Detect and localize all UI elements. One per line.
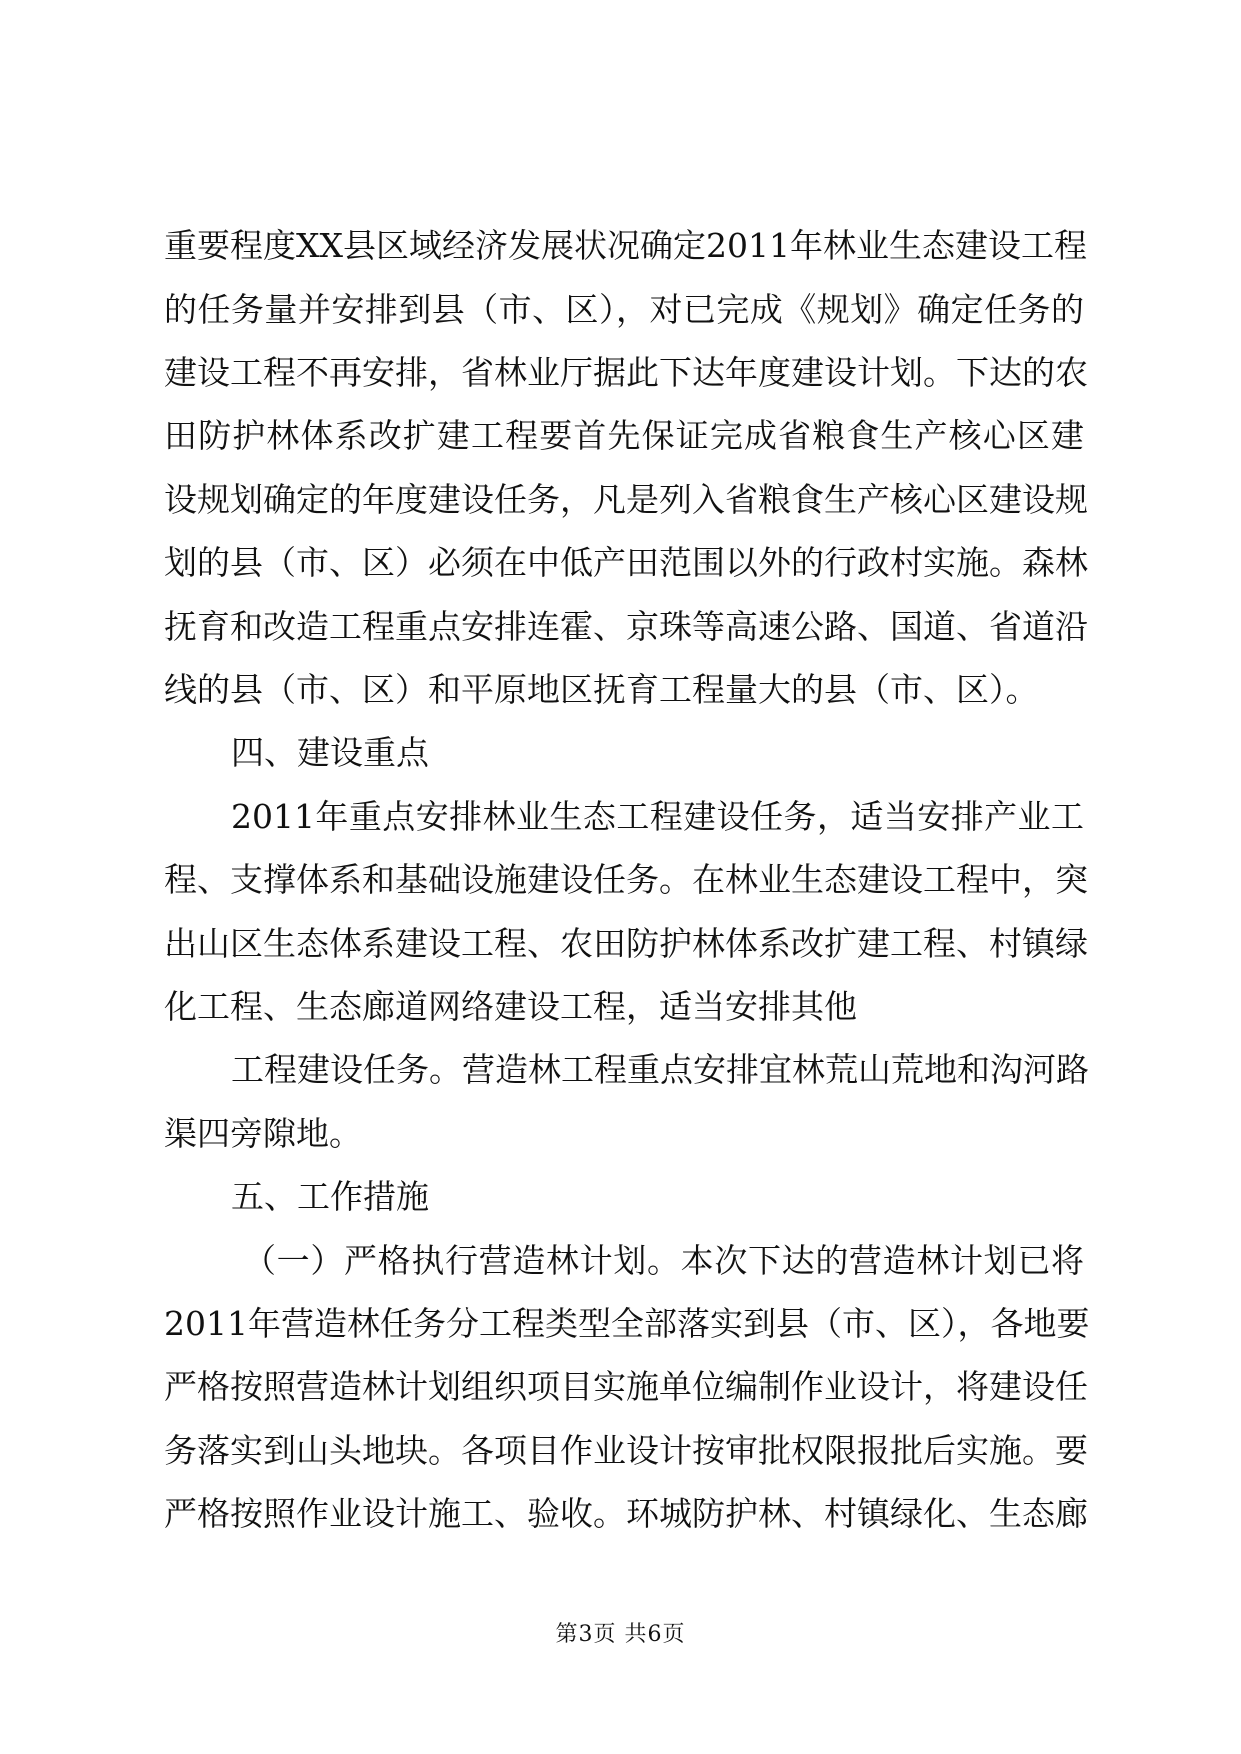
body-text-line: 渠四旁隙地。 bbox=[164, 1114, 362, 1153]
body-text-line: 程、支撑体系和基础设施建设任务。在林业生态建设工程中，突 bbox=[164, 860, 1088, 899]
body-text-line: 田防护林体系改扩建工程要首先保证完成省粮食生产核心区建 bbox=[164, 416, 1084, 455]
body-text-line: 建设工程不再安排，省林业厅据此下达年度建设计划。下达的农 bbox=[164, 353, 1088, 392]
body-text-line: 出山区生态体系建设工程、农田防护林体系改扩建工程、村镇绿 bbox=[164, 924, 1088, 963]
page-number-footer: 第3页 共6页 bbox=[555, 1622, 686, 1647]
body-text-line: 化工程、生态廊道网络建设工程，适当安排其他 bbox=[164, 987, 857, 1026]
body-text-line: 的任务量并安排到县（市、区），对已完成《规划》确定任务的 bbox=[164, 290, 1084, 329]
body-text-line: 重要程度XX县区域经济发展状况确定2011年林业生态建设工程 bbox=[164, 226, 1087, 265]
body-text-line: 严格按照作业设计施工、验收。环城防护林、村镇绿化、生态廊 bbox=[164, 1494, 1088, 1533]
body-text-line: 划的县（市、区）必须在中低产田范围以外的行政村实施。森林 bbox=[164, 543, 1088, 582]
body-text-line: 抚育和改造工程重点安排连霍、京珠等高速公路、国道、省道沿 bbox=[164, 607, 1088, 646]
body-text-line: 务落实到山头地块。各项目作业设计按审批权限报批后实施。要 bbox=[164, 1431, 1088, 1470]
body-text-line: 设规划确定的年度建设任务，凡是列入省粮食生产核心区建设规 bbox=[164, 480, 1088, 519]
body-text-line: 2011年营造林任务分工程类型全部落实到县（市、区），各地要 bbox=[164, 1304, 1090, 1343]
section-heading: 四、建设重点 bbox=[231, 733, 429, 772]
body-text-line: 工程建设任务。营造林工程重点安排宜林荒山荒地和沟河路 bbox=[231, 1050, 1089, 1089]
body-text-line: 严格按照营造林计划组织项目实施单位编制作业设计，将建设任 bbox=[164, 1367, 1088, 1406]
body-text-line: 线的县（市、区）和平原地区抚育工程量大的县（市、区）。 bbox=[164, 670, 1039, 709]
body-text-line: 2011年重点安排林业生态工程建设任务，适当安排产业工 bbox=[231, 797, 1084, 836]
section-heading: 五、工作措施 bbox=[231, 1177, 429, 1216]
body-text-line: （一）严格执行营造林计划。本次下达的营造林计划已将 bbox=[243, 1241, 1084, 1280]
